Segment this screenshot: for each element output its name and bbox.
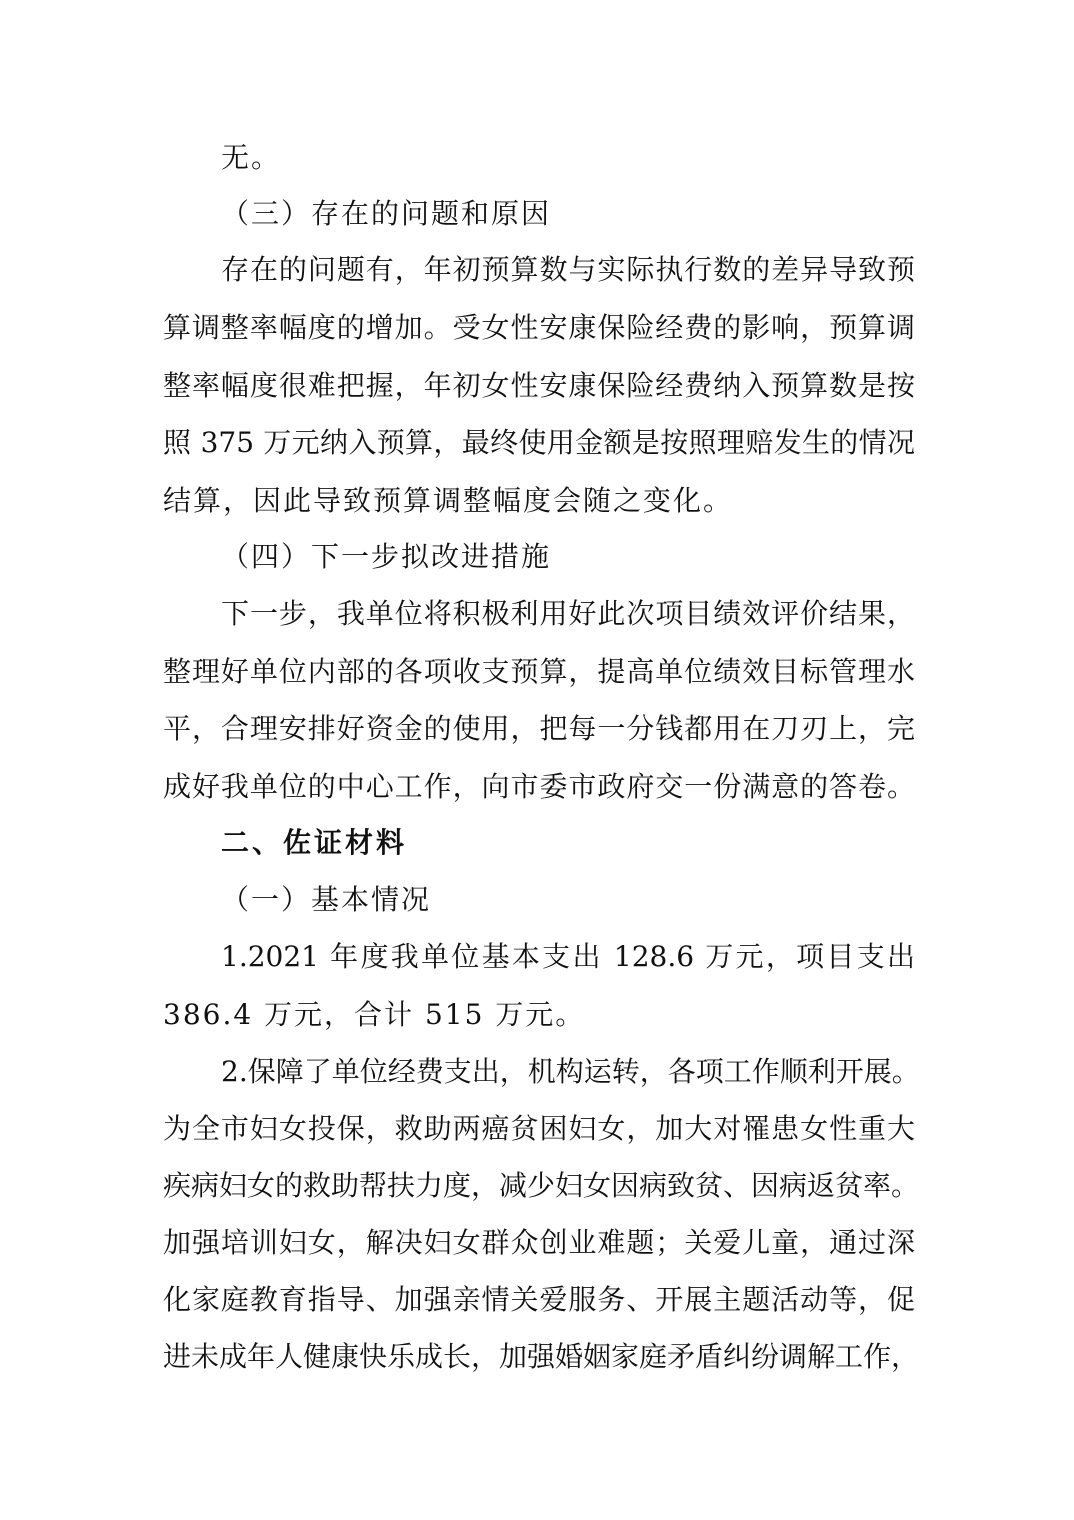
paragraph-line: 平，合理安排好资金的使用，把每一分钱都用在刀刃上，完 [163,712,915,745]
paragraph-line: 算调整率幅度的增加。受女性安康保险经费的影响，预算调 [163,311,915,344]
paragraph-line: 整理好单位内部的各项收支预算，提高单位绩效目标管理水 [163,655,915,688]
paragraph-line: 加强培训妇女，解决妇女群众创业难题；关爱儿童，通过深 [163,1226,915,1259]
paragraph-line: 疾病妇女的救助帮扶力度，减少妇女因病致贫、因病返贫率。 [163,1169,920,1202]
paragraph-line: 1.2021 年度我单位基本支出 128.6 万元，项目支出 [221,940,915,973]
section-heading: （四）下一步拟改进措施 [221,540,552,573]
paragraph-line: 下一步，我单位将积极利用好此次项目绩效评价结果， [221,597,915,630]
paragraph-line: 为全市妇女投保，救助两癌贫困妇女，加大对罹患女性重大 [163,1112,915,1145]
paragraph-line: 化家庭教育指导、加强亲情关爱服务、开展主题活动等，促 [163,1283,915,1316]
section-heading: （一）基本情况 [221,883,432,916]
paragraph-line: 存在的问题有，年初预算数与实际执行数的差异导致预 [221,253,915,286]
paragraph-line: 进未成年人健康快乐成长，加强婚姻家庭矛盾纠纷调解工作， [163,1340,920,1373]
main-heading: 二、佐证材料 [221,826,408,859]
paragraph-line: 2.保障了单位经费支出，机构运转，各项工作顺利开展。 [221,1055,920,1088]
paragraph-line: 386.4 万元，合计 515 万元。 [163,998,586,1031]
paragraph-line: 成好我单位的中心工作，向市委市政府交一份满意的答卷。 [163,770,915,803]
section-heading: （三）存在的问题和原因 [221,197,552,230]
paragraph-line: 整率幅度很难把握，年初女性安康保险经费纳入预算数是按 [163,369,915,402]
paragraph-line: 结算，因此导致预算调整幅度会随之变化。 [163,484,734,517]
paragraph-line: 无。 [221,141,282,174]
paragraph-line: 照 375 万元纳入预算，最终使用金额是按照理赔发生的情况 [163,426,915,459]
